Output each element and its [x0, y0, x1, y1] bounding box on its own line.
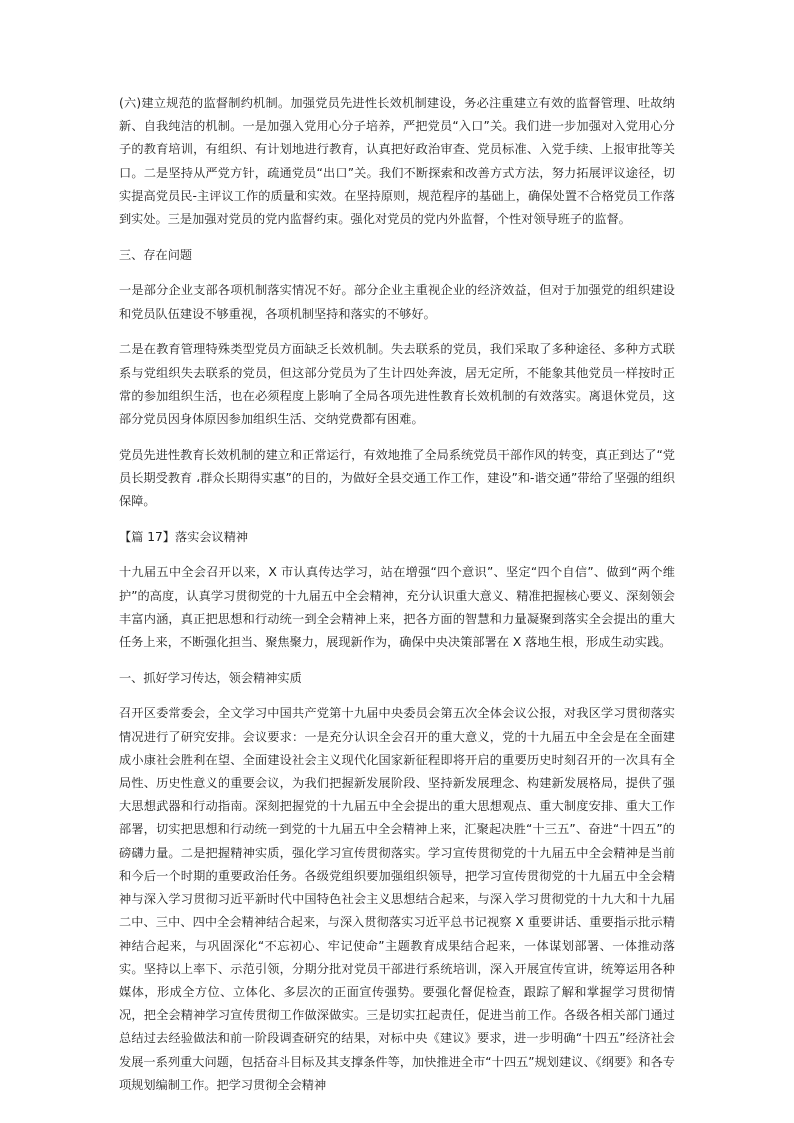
paragraph-problem-one: 一是部分企业支部各项机制落实情况不好。部分企业主重视企业的经济效益，但对于加强党的组织建设和党员队伍建设不够重视，各项机制坚持和落实的不够好。	[119, 283, 675, 321]
section-heading-study: 一、抓好学习传达，领会精神实质	[119, 670, 302, 685]
paragraph-committee-meeting: 召开区委常委会，全文学习中国共产党第十九届中央委员会第五次全体会议公报，对我区学习贯彻落实情况进行了研究安排。会议要求：一是充分认识全会召开的重大意义，党的十九届五中全会是在全面建成小康社会胜利在望、全面建设社会主义现代化国家新征程即将开启的重要历史时刻召开的一次具有全局性、历史性意义的重要会议，为我们把握新发展阶段、坚持新发展理念、构建新发展格局，提供了强大思想武器和行动指南。深刻把握党的十九届五中全会提出的重大思想观点、重大制度安排、重大工作部署，切实把思想和行动统一到党的十九届五中全会精神上来，汇聚起决胜“十三五”、奋进“十四五”的磅礴力量。二是把握精神实质，强化学习宣传贯彻落实。学习宣传贯彻党的十九届五中全会精神是当前和今后一个时期的重要政治任务。各级党组织要加强组织领导，把学习宣传贯彻党的十九届五中全会精神与深入学习贯彻习近平新时代中国特色社会主义思想结合起来，与深入学习贯彻党的十九大和十九届二中、三中、四中全会精神结合起来，与深入贯彻落实习近平总书记视察 X 重要讲话、重要指示批示精神结合起来，与巩固深化“不忘初心、牢记使命”主题教育成果结合起来，一体谋划部署、一体推动落实。坚持以上率下、示范引领，分期分批对党员干部进行系统培训，深入开展宣传宣讲，统筹运用各种媒体，形成全方位、立体化、多层次的正面宣传强势。要强化督促检查，跟踪了解和掌握学习贯彻情况，把全会精神学习宣传贯彻工作做深做实。三是切实扛起责任，促进当前工作。各级各相关部门通过总结过去经验做法和前一阶段调查研究的结果，对标中央《建议》要求，进一步明确“十四五”经济社会发展一系列重大问题，包括奋斗目标及其支撑条件等，加快推进全市“十四五”规划建议、《纲要》和各专项规划编制工作。把学习贯彻全会精神	[119, 706, 675, 1092]
document-page	[119, 92, 675, 1109]
article-heading-17: 【篇 17】落实会议精神	[119, 529, 249, 544]
paragraph-plenum-intro: 十九届五中全会召开以来，X 市认真传达学习，站在增强“四个意识”、坚定“四个自信”、做到“两个维护”的高度，认真学习贯彻党的十九届五中全会精神，充分认识重大意义、精准把握核心要义、深刻领会丰富内涵，真正把思想和行动统一到全会精神上来，把各方面的智慧和力量凝聚到落实全会提出的重大任务上来，不断强化担当、聚焦聚力，展现新作为，确保中央决策部署在 X 落地生根，形成生动实践。	[119, 565, 675, 650]
paragraph-summary: 党员先进性教育长效机制的建立和正常运行，有效地推了全局系统党员干部作风的转变，真正到达了“党员长期受教育 ،群众长期得实惠”的目的，为做好全县交通工作工作，建设”和-谐交通”带给了坚强的组织保障。	[119, 447, 675, 509]
section-heading-problems: 三、存在问题	[119, 247, 193, 262]
paragraph-problem-two: 二是在教育管理特殊类型党员方面缺乏长效机制。失去联系的党员，我们采取了多种途径、多种方式联系与党组织失去联系的党员，但这部分党员为了生计四处奔波，居无定所，不能象其他党员一样按时正常的参加组织生活，也在必须程度上影响了全局各项先进性教育长效机制的有效落实。离退休党员，这部分党员因身体原因参加组织生活、交纳党费都有困难。	[119, 342, 675, 426]
paragraph-supervision-mechanism: (六)建立规范的监督制约机制。加强党员先进性长效机制建设，务必注重建立有效的监督管理、吐故纳新、自我纯洁的机制。一是加强入党用心分子培养，严把党员“入口”关。我们进一步加强对入党用心分子的教育培训，有组织、有计划地进行教育，认真把好政治审查、党员标准、入党手续、上报审批等关口。二是坚持从严党方针，疏通党员“出口”关。我们不断探索和改善方式方法，努力拓展评议途径，切实提高党员民-主评议工作的质量和实效。在坚持原则，规范程序的基础上，确保处置不合格党员工作落到实处。三是加强对党员的党内监督约束。强化对党员的党内外监督，个性对领导班子的监督。	[119, 96, 675, 227]
